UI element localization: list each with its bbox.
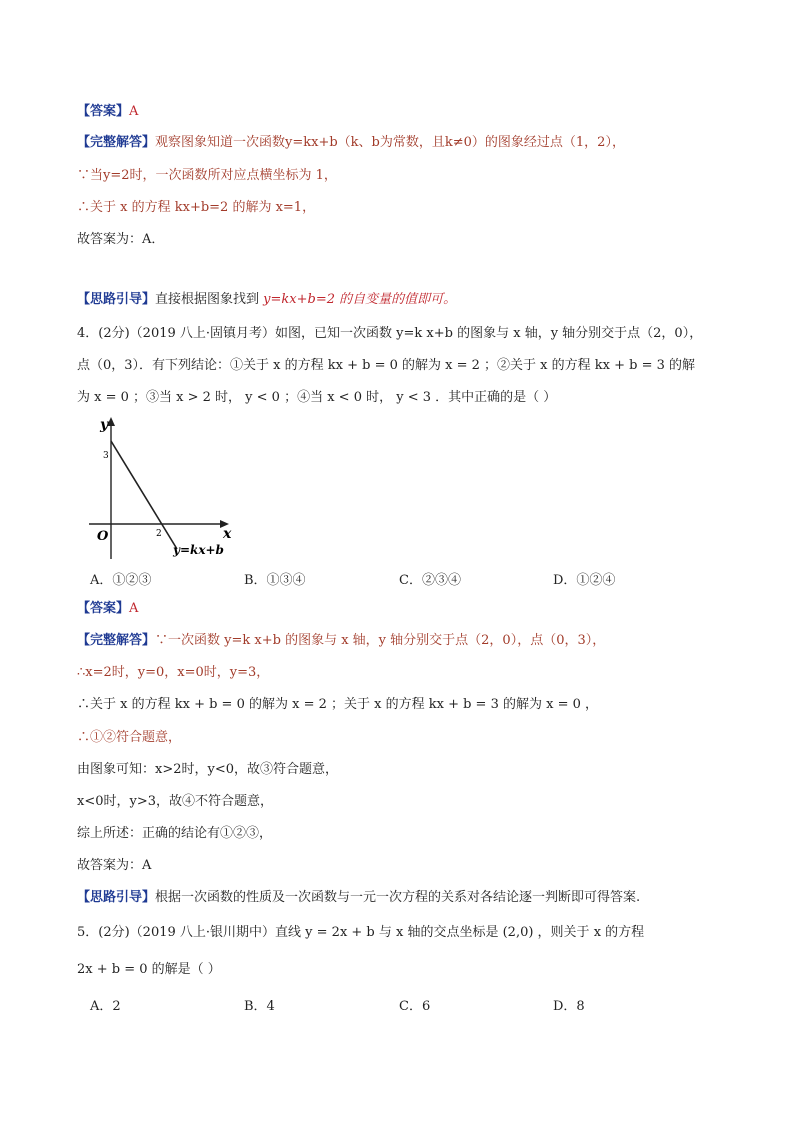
answer-tag: 【答案】 (77, 601, 130, 616)
q4-stem-line-1: 4．(2分)（2019 八上·固镇月考）如图，已知一次函数 y=k x+b 的图象与 x 轴，y 轴分别交于点（2，0）， (77, 326, 703, 341)
q4-solution-line-8: 故答案为：A (77, 858, 152, 873)
x-axis-label: x (223, 526, 232, 542)
solution-tag: 【完整解答】 (77, 633, 156, 648)
q3-solution-line-3: ∴关于 x 的方程 kx+b=2 的解为 x=1， (77, 200, 316, 215)
q4-answer (77, 601, 138, 617)
q3-solution-line-4: 故答案为：A． (77, 232, 165, 247)
q5-option-b[interactable]: B．4 (244, 999, 275, 1014)
q5-stem-line-2: 2x + b = 0 的解是（ ） (77, 962, 221, 977)
q4-solution-line-1 (77, 633, 605, 649)
q4-solution-line-3: ∴关于 x 的方程 kx + b = 0 的解为 x = 2 ；关于 x 的方程 kx + b = 3 的解为 x = 0 ， (77, 697, 599, 712)
q4-option-b[interactable]: B．①③④ (244, 573, 306, 588)
q3-solution-line-1 (77, 135, 625, 151)
hint-tag: 【思路引导】 (77, 292, 156, 307)
hint-tag: 【思路引导】 (77, 890, 156, 905)
solution-text: ∵一次函数 y=k x+b 的图象与 x 轴，y 轴分别交于点（2，0），点（0，3）， (155, 633, 606, 648)
q3-solution-line-2: ∵当y=2时，一次函数所对应点横坐标为 1， (77, 168, 337, 183)
q4-option-a[interactable]: A．①②③ (90, 573, 152, 588)
solution-text: 观察图象知道一次函数y=kx+b（k、b为常数，且k≠0）的图象经过点（1，2）， (155, 135, 625, 150)
origin-label: O (97, 529, 109, 544)
q5-stem-line-1: 5．(2分)（2019 八上·银川期中）直线 y = 2x + b 与 x 轴的交点坐标是 (2,0) ，则关于 x 的方程 (77, 925, 645, 940)
q4-solution-line-7: 综上所述：正确的结论有①②③， (77, 826, 273, 841)
hint-text: 根据一次函数的性质及一次函数与一元一次方程的关系对各结论逐一判断即可得答案. (155, 890, 641, 905)
q5-option-c[interactable]: C．6 (399, 999, 431, 1014)
q4-stem-line-3: 为 x = 0 ；③当 x > 2 时， y < 0 ；④当 x < 0 时， y < 3 ．其中正确的是（ ） (77, 390, 557, 405)
q4-stem-line-2: 点（0，3）．有下列结论：①关于 x 的方程 kx + b = 0 的解为 x = 2 ；②关于 x 的方程 kx + b = 3 的解 (77, 358, 696, 373)
y-axis-label: y (100, 417, 109, 433)
answer-value: A (129, 601, 139, 616)
y-tick-label: 3 (103, 451, 109, 461)
x-tick-label: 2 (156, 529, 162, 539)
hint-prefix: 直接根据图象找到 (155, 292, 264, 307)
q4-solution-line-4: ∴①②符合题意， (77, 730, 182, 745)
answer-value: A (129, 104, 139, 119)
line-label: y=kx+b (173, 543, 224, 557)
q4-solution-line-2: ∴x=2时，y=0，x=0时，y=3， (77, 665, 270, 680)
q4-hint (77, 890, 640, 906)
answer-tag: 【答案】 (77, 104, 130, 119)
q4-solution-line-5: 由图象可知：x>2时，y<0，故③符合题意， (77, 762, 339, 777)
q3-hint (77, 292, 456, 308)
function-line (111, 441, 177, 549)
hint-emph: y=kx+b=2 的自变量的值即可。 (263, 292, 457, 307)
q4-option-c[interactable]: C．②③④ (399, 573, 461, 588)
solution-tag: 【完整解答】 (77, 135, 156, 150)
q3-answer (77, 104, 138, 120)
y-axis-arrow (107, 417, 115, 426)
q4-graph (85, 414, 245, 564)
q4-option-d[interactable]: D．①②④ (553, 573, 616, 588)
q5-option-a[interactable]: A．2 (90, 999, 121, 1014)
q5-option-d[interactable]: D．8 (553, 999, 585, 1014)
q4-solution-line-6: x<0时，y>3，故④不符合题意， (77, 794, 274, 809)
